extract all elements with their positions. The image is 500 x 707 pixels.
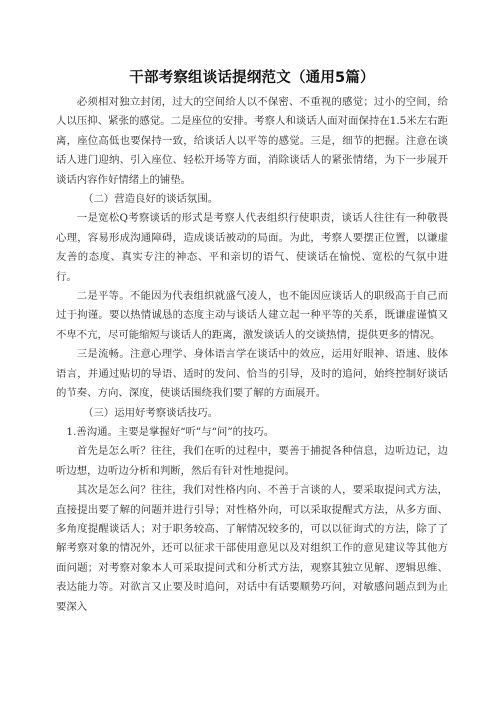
section-heading-techniques: （三）运用好考察谈话技巧。 (83, 406, 219, 419)
paragraph-relaxed: 一是宽松Q考察谈话的形式是考察人代表组织行使职责，谈话人往往有一种敬畏心理，容易形成沟通障碍，造成谈话被动的局面。为此，考察人要摆正位置，以谦虚友善的态度、真实专注的神态、平和亲切的语气、使谈话在愉悦、宽松的气氛中进行。 (56, 212, 448, 283)
paragraph-how-to-listen: 首先是怎么听？往往，我们在听的过程中，要善于捕捉各种信息，边听边记，边听边想，边听边分析和判断，然后有针对性地提问。 (56, 445, 448, 477)
document-title: 干部考察组谈话提纲范文（通用5篇） (129, 70, 375, 86)
paragraph-how-to-ask: 其次是怎么问？往往，我们对性格内向、不善于言谈的人，要采取提问式方法，直接提出要了解的问题并进行引导；对性格外向，可以采取提醒式方法，从多方面、多角度提醒谈话人；对于职务较高、了解情况较多的，可以以征询式的方法，除了了解考察对象的情况外，还可以征求干部使用意见以及对组织工作的意见建议等其他方面问题；对考察对象本人可采取提问式和分析式方法，观察其独立见解、逻辑思维、表达能力等。对欲言又止要及时追问，对话中有话要顺势巧问，对敏感问题点到为止要深入 (56, 484, 448, 613)
paragraph-fluent: 三是流畅。注意心理学、身体语言学在谈话中的效应，运用好眼神、语速、肢体语言，并通过贴切的导语、适时的发问、恰当的引导，及时的追问，始终控制好谈话的节奏、方向、深度，使谈话围绕我们要了解的方面展开。 (56, 348, 448, 400)
subheading-communicate: 1.善沟通。主要是掌握好“听”与“问”的技巧。 (66, 425, 275, 438)
paragraph-equal: 二是平等。不能因为代表组织就盛气凌人，也不能因应谈话人的职级高于自己而过于拘谨。要以热情诚恳的态度主动与谈话人建立起一种平等的关系，既谦虚谨慎又不卑不亢，尽可能缩短与谈话人的距离，激发谈话人的交谈热情，提供更多的情况。 (56, 290, 448, 341)
section-heading-atmosphere: （二）营造良好的谈话氛围。 (83, 193, 219, 206)
paragraph-venue: 必须相对独立封闭，过大的空间给人以不保密、不重视的感觉；过小的空间，给人以压抑、紧张的感觉。二是座位的安排。考察人和谈话人面对面保持在1.5米左右距离，座位高低也要保持一致，给谈话人以平等的感觉。三是，细节的把握。注意在谈话人进门迎纳、引入座位、轻松开场等方面，消除谈话人的紧张情绪，为下一步展开谈话内容作好情绪上的铺垫。 (56, 96, 448, 186)
